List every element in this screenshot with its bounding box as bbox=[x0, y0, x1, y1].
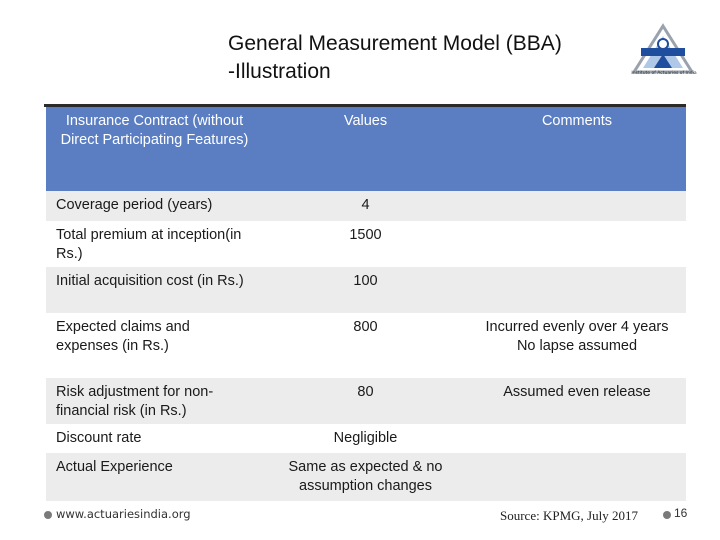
row-value: 4 bbox=[263, 191, 468, 221]
table-row bbox=[46, 313, 686, 378]
row-label: Coverage period (years) bbox=[46, 191, 263, 221]
header-comments: Comments bbox=[468, 107, 686, 191]
row-label: Expected claims and expenses (in Rs.) bbox=[56, 319, 190, 354]
row-label: Risk adjustment for non-financial risk (in Rs.) bbox=[46, 378, 263, 424]
header-values: Values bbox=[263, 107, 468, 191]
table-row bbox=[46, 378, 686, 424]
row-value: 800 bbox=[353, 319, 378, 335]
row-comment: Assumed even release bbox=[468, 378, 686, 424]
row-value: 80 bbox=[263, 378, 468, 424]
page-number: 16 bbox=[674, 506, 688, 520]
page-number-bullet-icon bbox=[663, 511, 671, 519]
table-row bbox=[46, 453, 686, 501]
row-comment bbox=[468, 453, 686, 501]
table-header-row bbox=[46, 107, 686, 191]
table-row bbox=[46, 267, 686, 313]
row-value: 100 bbox=[263, 267, 468, 313]
row-comment bbox=[468, 221, 686, 267]
slide-title bbox=[228, 30, 618, 86]
row-comment bbox=[468, 191, 686, 221]
footer-bullet-icon bbox=[44, 511, 52, 519]
row-label: Discount rate bbox=[56, 430, 142, 446]
row-label: Initial acquisition cost (in Rs.) bbox=[46, 267, 263, 313]
row-value: Negligible bbox=[333, 430, 398, 446]
slide-title-line2: -Illustration bbox=[228, 60, 331, 83]
footer-website: www.actuariesindia.org bbox=[56, 507, 191, 521]
slide-title-line1: General Measurement Model (BBA) bbox=[228, 32, 562, 55]
row-label: Actual Experience bbox=[46, 453, 263, 501]
table-row bbox=[46, 191, 686, 221]
row-value: Same as expected & no assumption changes bbox=[263, 453, 468, 501]
table-row bbox=[46, 424, 686, 453]
header-contract: Insurance Contract (without Direct Participating Features) bbox=[46, 107, 263, 191]
logo-caption: Institute of Actuaries of India bbox=[631, 71, 697, 76]
row-comment bbox=[468, 424, 686, 453]
row-label: Total premium at inception(in Rs.) bbox=[56, 227, 242, 262]
institute-logo-icon bbox=[628, 22, 698, 76]
table-row bbox=[46, 221, 686, 267]
row-comment: Incurred evenly over 4 years No lapse assumed bbox=[485, 319, 669, 354]
row-comment bbox=[468, 267, 686, 313]
bba-illustration-table bbox=[46, 107, 686, 501]
footer-source: Source: KPMG, July 2017 bbox=[500, 508, 638, 523]
row-value: 1500 bbox=[349, 227, 382, 243]
